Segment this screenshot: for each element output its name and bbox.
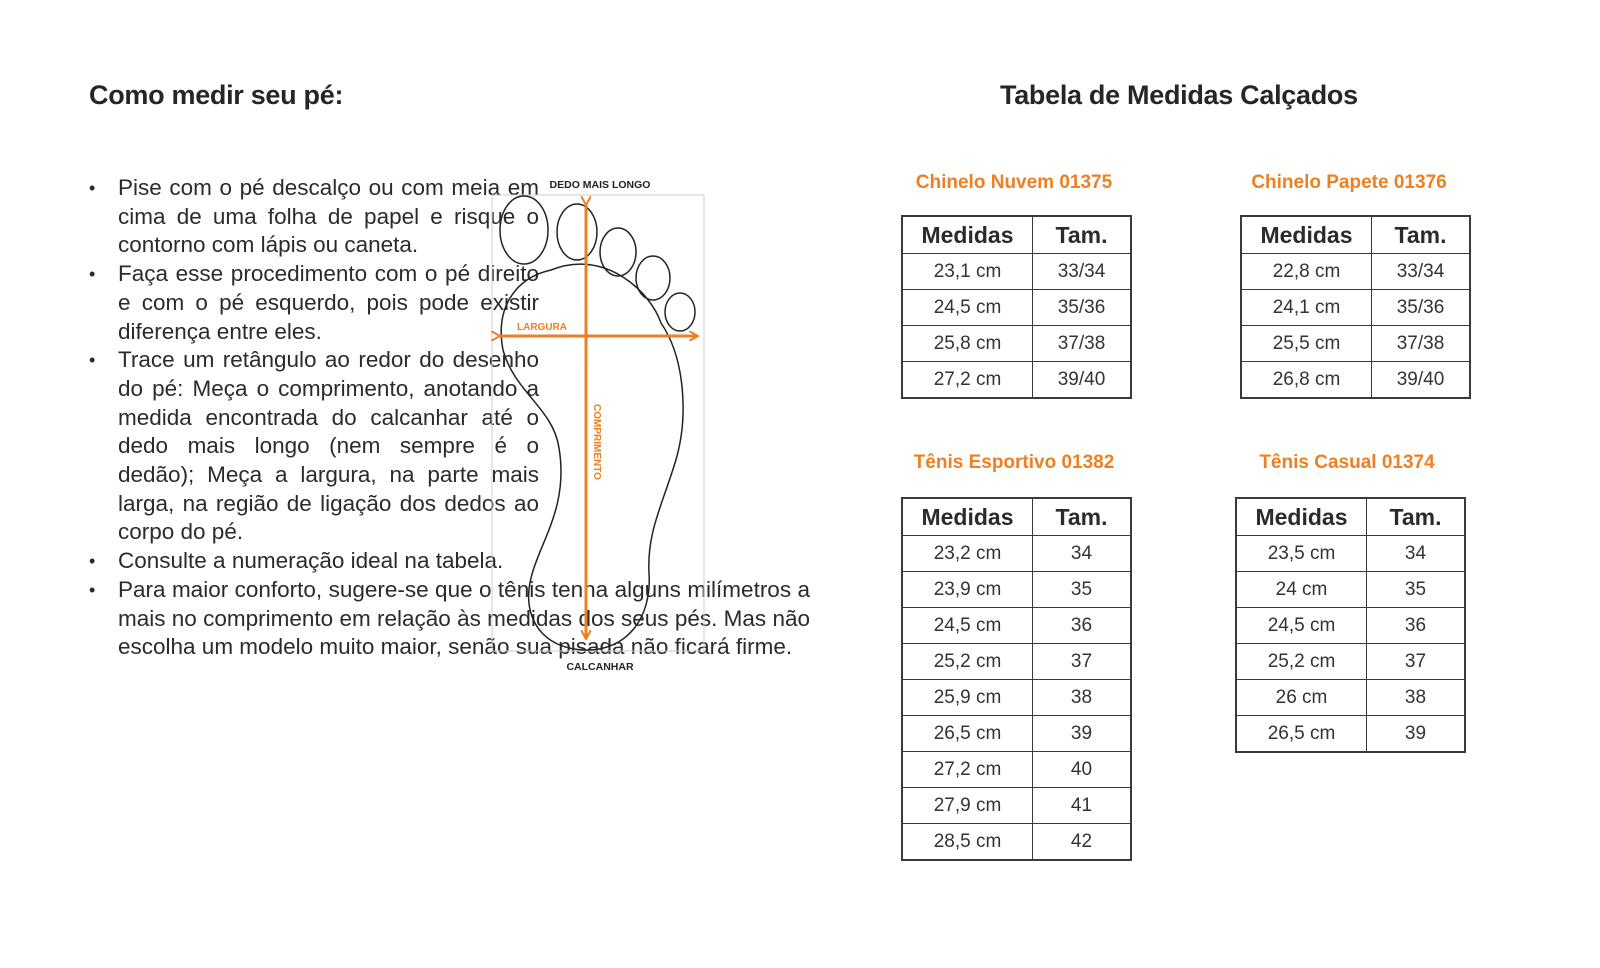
measure-cell: 25,5 cm xyxy=(1241,326,1372,362)
measure-cell: 27,2 cm xyxy=(902,362,1033,399)
measure-cell: 26,8 cm xyxy=(1241,362,1372,399)
size-table-chinelo-nuvem xyxy=(901,215,1132,399)
table-title-chinelo-nuvem: Chinelo Nuvem 01375 xyxy=(915,172,1113,193)
size-cell: 37/38 xyxy=(1372,326,1471,362)
size-table-tenis-esportivo xyxy=(901,497,1132,861)
size-cell: 39/40 xyxy=(1033,362,1132,399)
measure-cell: 27,9 cm xyxy=(902,788,1033,824)
width-label: LARGURA xyxy=(517,322,567,333)
size-table-heading: Tabela de Medidas Calçados xyxy=(1000,80,1358,110)
measure-cell: 23,9 cm xyxy=(902,572,1033,608)
bullet: • xyxy=(89,264,96,285)
size-cell: 39 xyxy=(1367,716,1466,753)
size-cell: 38 xyxy=(1367,680,1466,716)
table-row xyxy=(1236,716,1465,753)
measure-cell: 25,2 cm xyxy=(902,644,1033,680)
table-row xyxy=(1241,290,1470,326)
size-table-chinelo-papete xyxy=(1240,215,1471,399)
size-cell: 33/34 xyxy=(1372,254,1471,290)
measure-cell: 24 cm xyxy=(1236,572,1367,608)
table-row xyxy=(902,608,1131,644)
size-cell: 37 xyxy=(1367,644,1466,680)
measure-cell: 23,5 cm xyxy=(1236,536,1367,572)
size-table-tenis-casual xyxy=(1235,497,1466,753)
table-row xyxy=(902,572,1131,608)
measure-cell: 27,2 cm xyxy=(902,752,1033,788)
size-cell: 33/34 xyxy=(1033,254,1132,290)
size-cell: 35 xyxy=(1033,572,1132,608)
column-header: Medidas xyxy=(902,216,1033,254)
measure-cell: 24,1 cm xyxy=(1241,290,1372,326)
table-row xyxy=(902,254,1131,290)
measure-cell: 28,5 cm xyxy=(902,824,1033,861)
diagram-bottom-label: CALCANHAR xyxy=(566,661,634,673)
measure-cell: 23,1 cm xyxy=(902,254,1033,290)
size-cell: 37 xyxy=(1033,644,1132,680)
measure-cell: 25,2 cm xyxy=(1236,644,1367,680)
column-header: Medidas xyxy=(902,498,1033,536)
table-title-chinelo-papete: Chinelo Papete 01376 xyxy=(1251,172,1447,193)
bullet: • xyxy=(89,350,96,371)
table-title-tenis-casual: Tênis Casual 01374 xyxy=(1259,452,1435,473)
bullet: • xyxy=(89,551,96,572)
size-cell: 35/36 xyxy=(1372,290,1471,326)
table-row xyxy=(902,644,1131,680)
diagram-top-label: DEDO MAIS LONGO xyxy=(549,179,651,191)
toe-4 xyxy=(636,256,670,300)
toe-5 xyxy=(665,293,695,331)
size-cell: 34 xyxy=(1367,536,1466,572)
table-header-row xyxy=(1241,216,1470,254)
foot-measure-diagram xyxy=(491,178,721,684)
size-cell: 36 xyxy=(1033,608,1132,644)
instruction-text: Trace um retângulo ao redor do desenho do pé: Meça o comprimento, anotando a medida encontrada do calcanhar até o dedo mais longo (nem sempre é o dedão); Meça a largura, na parte mais larga, na região de ligação dos dedos ao corpo do pé. xyxy=(118,347,539,545)
table-row xyxy=(902,680,1131,716)
table-row xyxy=(902,752,1131,788)
instruction-item xyxy=(89,174,539,260)
size-cell: 35 xyxy=(1367,572,1466,608)
size-cell: 37/38 xyxy=(1033,326,1132,362)
column-header: Tam. xyxy=(1367,498,1466,536)
size-cell: 41 xyxy=(1033,788,1132,824)
table-row xyxy=(902,326,1131,362)
table-header-row xyxy=(902,498,1131,536)
instruction-text: Faça esse procedimento com o pé direito e com o pé esquerdo, pois pode existir diferença entre eles. xyxy=(118,261,539,344)
column-header: Medidas xyxy=(1241,216,1372,254)
table-row xyxy=(1236,536,1465,572)
table-header-row xyxy=(902,216,1131,254)
measure-cell: 24,5 cm xyxy=(902,608,1033,644)
instruction-item xyxy=(89,346,539,547)
toe-2 xyxy=(557,204,597,260)
table-row xyxy=(902,716,1131,752)
size-cell: 42 xyxy=(1033,824,1132,861)
table-row xyxy=(902,536,1131,572)
length-label: COMPRIMENTO xyxy=(591,404,602,480)
bullet: • xyxy=(89,579,96,600)
measure-cell: 25,8 cm xyxy=(902,326,1033,362)
table-row xyxy=(1236,644,1465,680)
column-header: Tam. xyxy=(1033,498,1132,536)
measure-cell: 26 cm xyxy=(1236,680,1367,716)
table-row xyxy=(902,788,1131,824)
table-row xyxy=(1241,254,1470,290)
table-title-tenis-esportivo: Tênis Esportivo 01382 xyxy=(913,452,1115,473)
instruction-item xyxy=(89,547,539,576)
size-cell: 34 xyxy=(1033,536,1132,572)
table-row xyxy=(902,824,1131,861)
measure-cell: 22,8 cm xyxy=(1241,254,1372,290)
table-row xyxy=(1236,680,1465,716)
size-cell: 38 xyxy=(1033,680,1132,716)
column-header: Tam. xyxy=(1033,216,1132,254)
measure-cell: 24,5 cm xyxy=(1236,608,1367,644)
table-row xyxy=(902,362,1131,399)
instruction-text: Consulte a numeração ideal na tabela. xyxy=(118,548,504,574)
size-cell: 36 xyxy=(1367,608,1466,644)
table-row xyxy=(902,290,1131,326)
foot-outline-svg xyxy=(491,178,721,684)
bullet: • xyxy=(89,178,96,198)
table-row xyxy=(1236,608,1465,644)
instruction-text: Para maior conforto, sugere-se que o tênis tenha alguns milímetros a mais no comprimento em relação às medidas dos seus pés. Mas não escolha um modelo muito maior, senão sua pisada não ficará firme. xyxy=(118,576,810,660)
column-header: Tam. xyxy=(1372,216,1471,254)
instruction-item xyxy=(89,260,539,346)
measure-cell: 26,5 cm xyxy=(902,716,1033,752)
measure-cell: 26,5 cm xyxy=(1236,716,1367,753)
size-cell: 39/40 xyxy=(1372,362,1471,399)
measure-cell: 24,5 cm xyxy=(902,290,1033,326)
table-row xyxy=(1241,326,1470,362)
size-cell: 35/36 xyxy=(1033,290,1132,326)
table-header-row xyxy=(1236,498,1465,536)
how-to-measure-heading: Como medir seu pé: xyxy=(89,80,344,110)
size-cell: 39 xyxy=(1033,716,1132,752)
toe-1 xyxy=(500,196,548,264)
size-cell: 40 xyxy=(1033,752,1132,788)
measure-cell: 23,2 cm xyxy=(902,536,1033,572)
measure-cell: 25,9 cm xyxy=(902,680,1033,716)
table-row xyxy=(1236,572,1465,608)
instruction-text: Pise com o pé descalço ou com meia em cima de uma folha de papel e risque o contorno com lápis ou caneta. xyxy=(118,175,539,258)
column-header: Medidas xyxy=(1236,498,1367,536)
table-row xyxy=(1241,362,1470,399)
